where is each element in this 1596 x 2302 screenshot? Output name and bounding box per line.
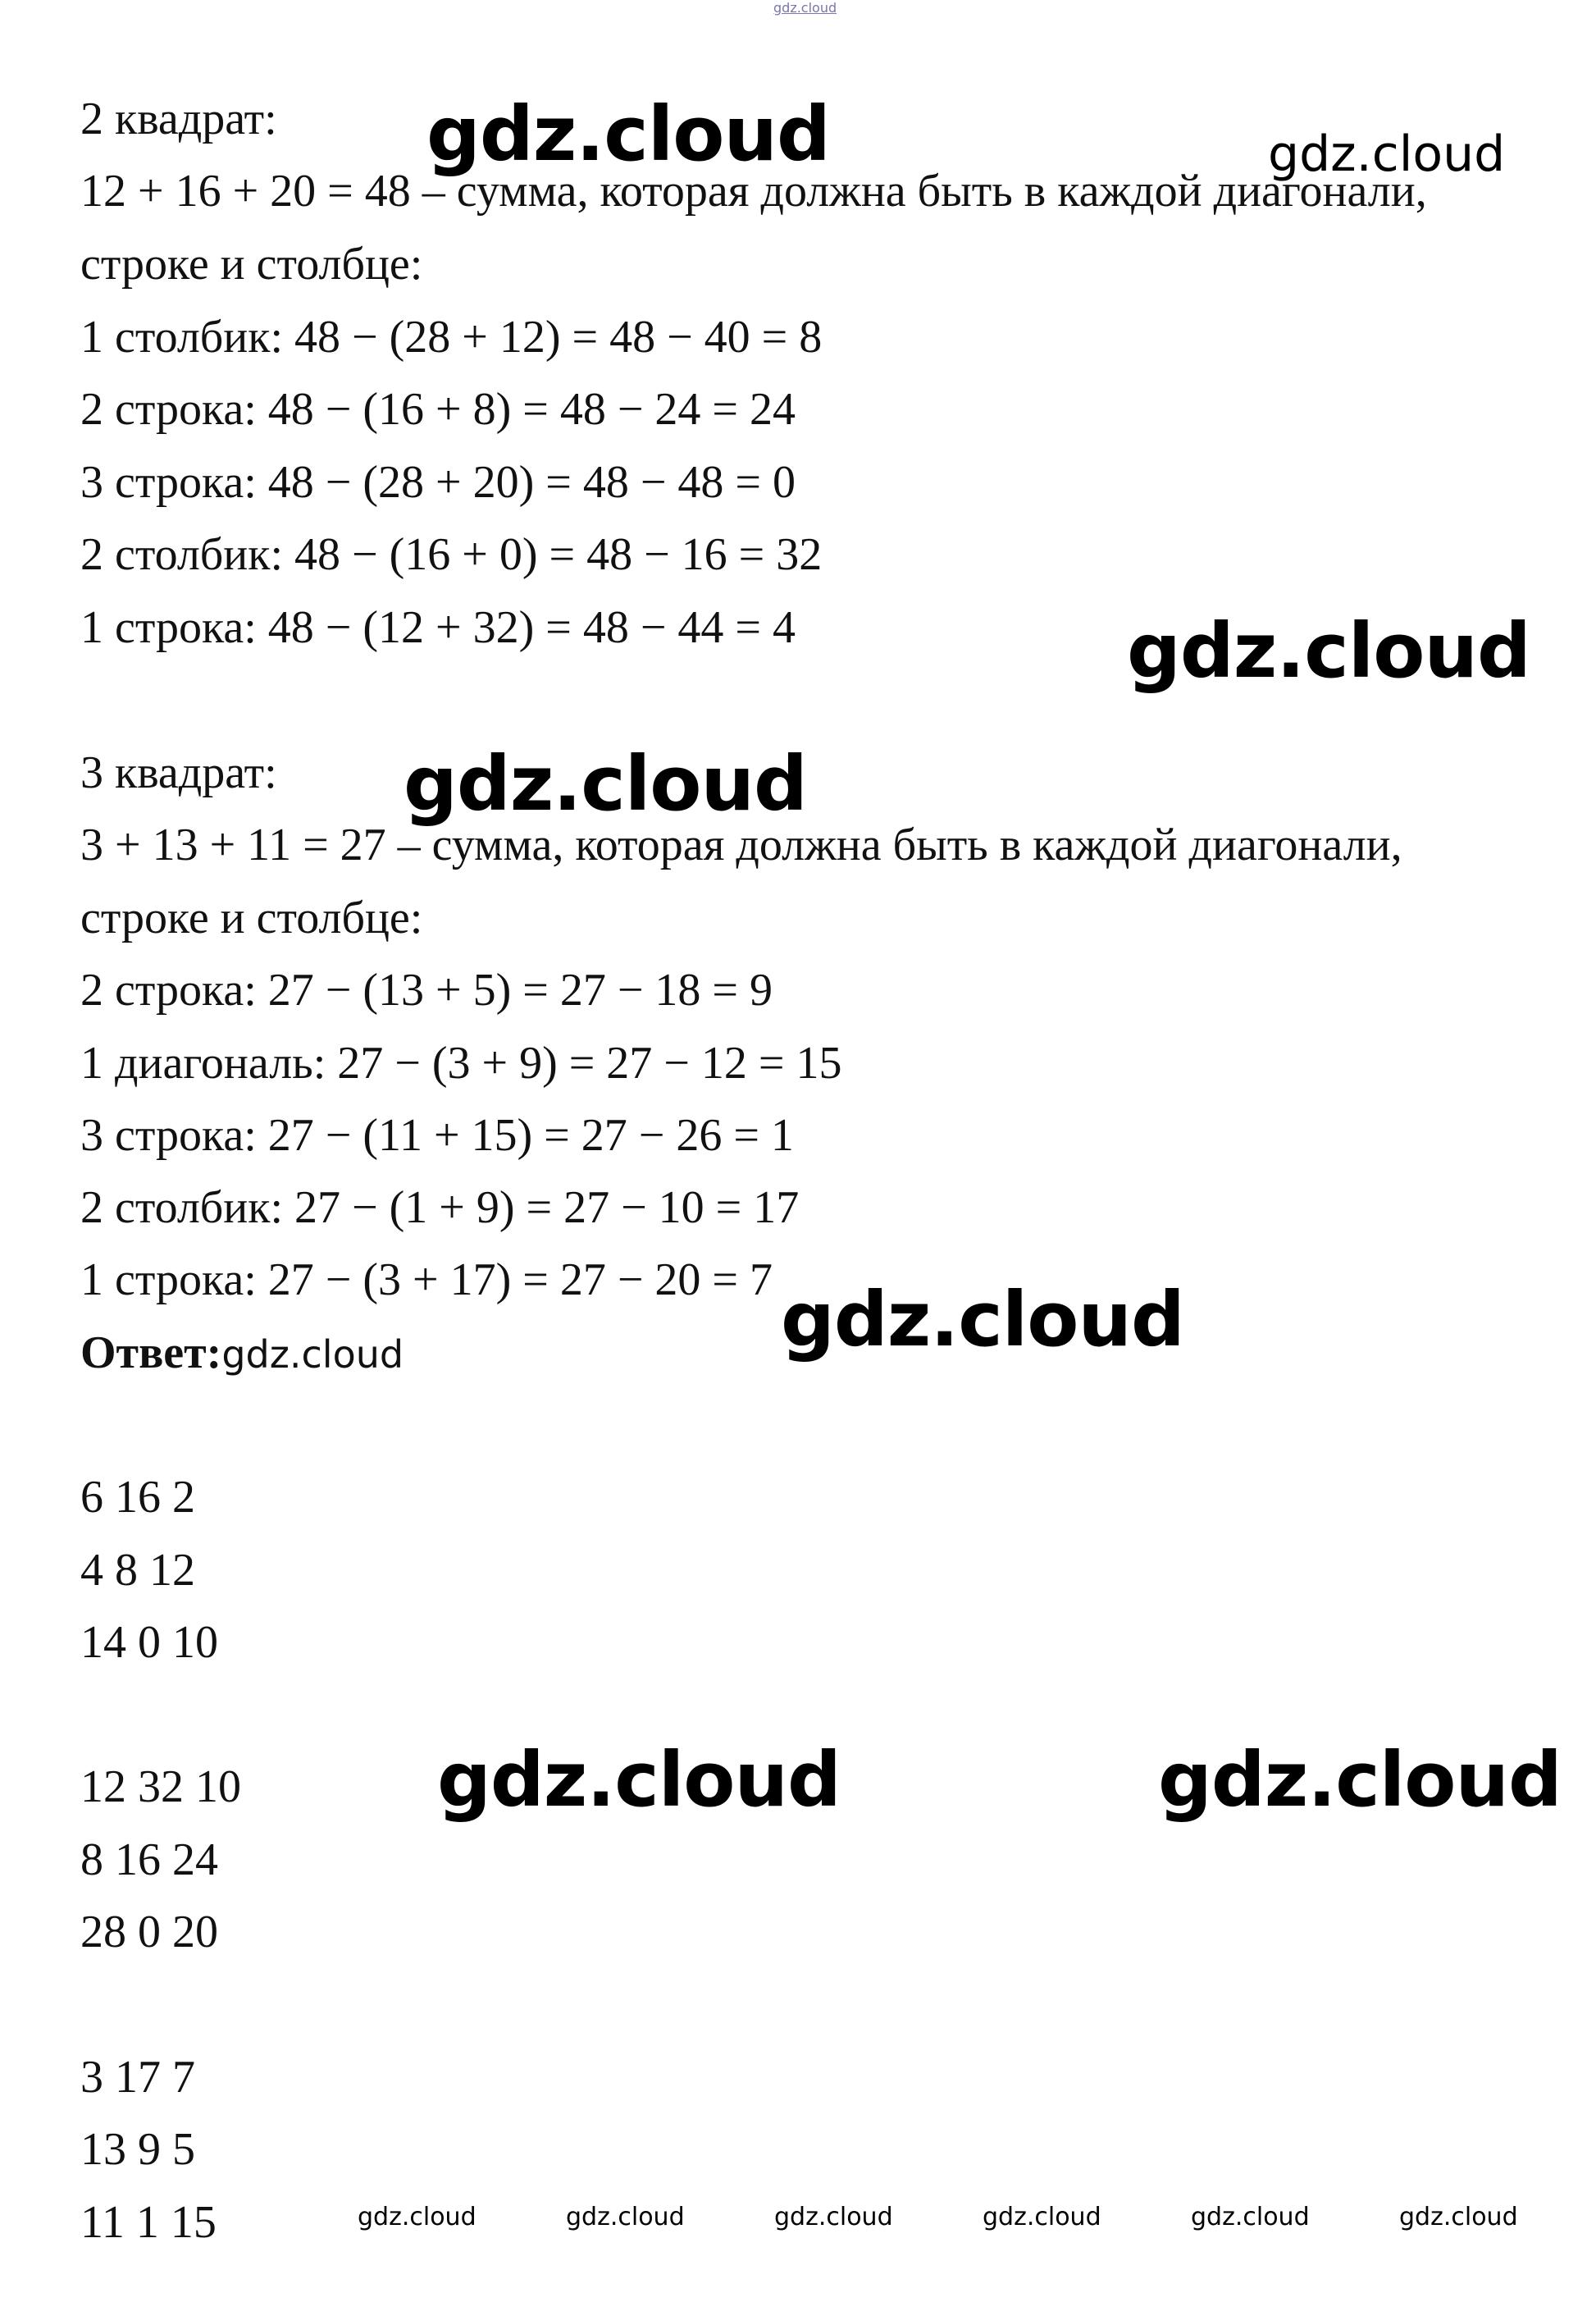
grid-2-row-3: 28 0 20 [80, 1907, 218, 1957]
grid-1-row-2: 4 8 12 [80, 1545, 195, 1596]
answer-line [80, 1327, 404, 1378]
footer-watermark: gdz.cloud [358, 2203, 477, 2231]
grid-2-row-2: 8 16 24 [80, 1834, 218, 1885]
watermark: gdz.cloud [404, 740, 807, 828]
answer-label: Ответ: [80, 1327, 222, 1378]
section-title-square-3: 3 квадрат: [80, 747, 277, 798]
step-line: 1 диагональ: 27 − (3 + 9) = 27 − 12 = 15 [80, 1038, 842, 1089]
step-line: 2 столбик: 48 − (16 + 0) = 48 − 16 = 32 [80, 529, 823, 580]
grid-3-row-3: 11 1 15 [80, 2197, 217, 2248]
step-line: 3 строка: 48 − (28 + 20) = 48 − 48 = 0 [80, 457, 796, 508]
footer-watermark: gdz.cloud [774, 2203, 893, 2231]
answer-watermark: gdz.cloud [221, 1332, 404, 1377]
footer-watermark: gdz.cloud [1399, 2203, 1518, 2231]
step-line: 1 строка: 48 − (12 + 32) = 48 − 44 = 4 [80, 602, 796, 653]
grid-3-row-1: 3 17 7 [80, 2052, 195, 2103]
step-line: 2 строка: 27 − (13 + 5) = 27 − 18 = 9 [80, 965, 773, 1016]
step-line: 3 строка: 27 − (11 + 15) = 27 − 26 = 1 [80, 1110, 794, 1161]
footer-watermark: gdz.cloud [1191, 2203, 1310, 2231]
watermark: gdz.cloud [437, 1736, 841, 1824]
watermark: gdz.cloud [426, 90, 830, 178]
section-title-square-2: 2 квадрат: [80, 94, 277, 144]
step-line: 1 столбик: 48 − (28 + 12) = 48 − 40 = 8 [80, 312, 823, 363]
text-line: строке и столбце: [80, 893, 423, 943]
header-watermark[interactable]: gdz.cloud [773, 0, 837, 16]
step-line: 1 строка: 27 − (3 + 17) = 27 − 20 = 7 [80, 1254, 773, 1305]
watermark: gdz.cloud [781, 1276, 1184, 1363]
grid-1-row-1: 6 16 2 [80, 1472, 195, 1523]
grid-1-row-3: 14 0 10 [80, 1617, 218, 1668]
footer-watermark: gdz.cloud [566, 2203, 685, 2231]
footer-watermark: gdz.cloud [983, 2203, 1101, 2231]
sum-line-square-2: 12 + 16 + 20 = 48 – сумма, которая должна быть в каждой диагонали, [80, 166, 1427, 217]
grid-2-row-1: 12 32 10 [80, 1761, 241, 1812]
step-line: 2 столбик: 27 − (1 + 9) = 27 − 10 = 17 [80, 1182, 800, 1233]
step-line: 2 строка: 48 − (16 + 8) = 48 − 24 = 24 [80, 384, 796, 435]
watermark: gdz.cloud [1127, 607, 1530, 695]
sum-line-square-3: 3 + 13 + 11 = 27 – сумма, которая должна быть в каждой диагонали, [80, 820, 1402, 870]
grid-3-row-2: 13 9 5 [80, 2124, 195, 2175]
watermark: gdz.cloud [1158, 1736, 1562, 1824]
watermark: gdz.cloud [1268, 126, 1506, 183]
text-line: строке и столбце: [80, 239, 423, 290]
